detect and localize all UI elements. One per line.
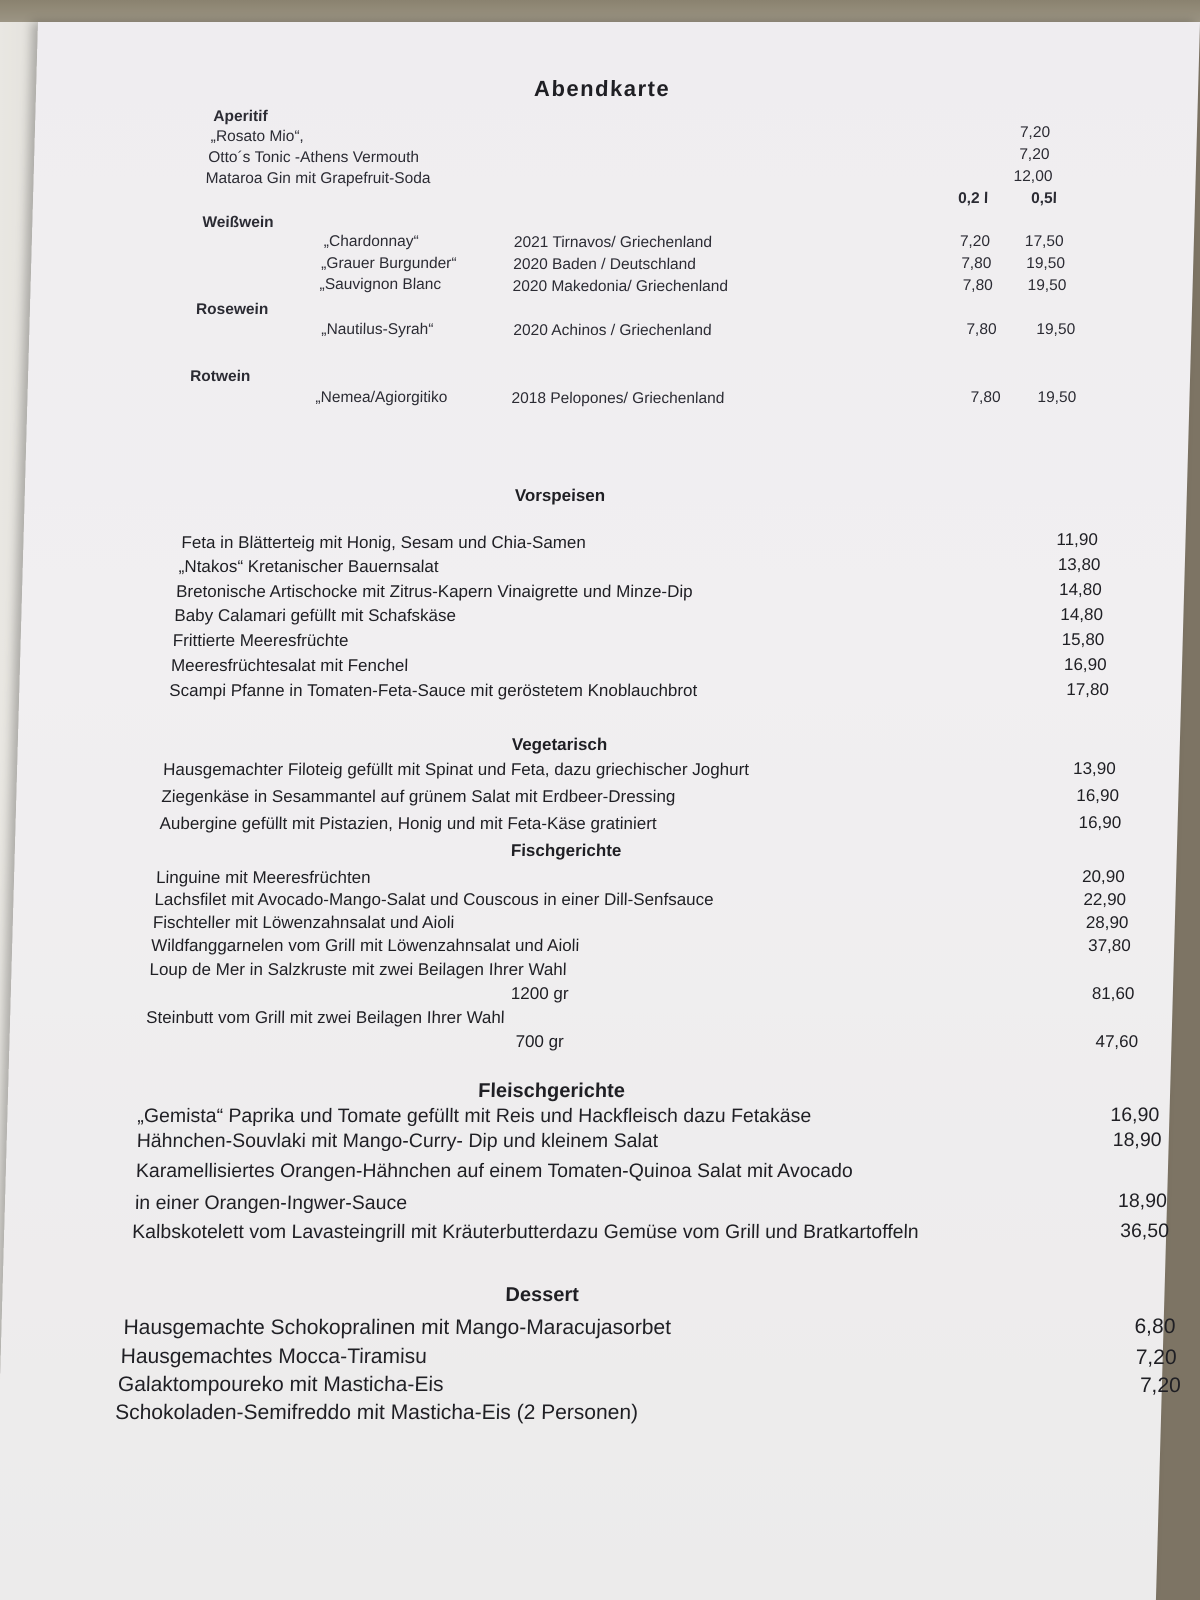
menu-item-name: Hausgemachtes Mocca-Tiramisu [120,1345,428,1368]
menu-item-name: Scampi Pfanne in Tomaten-Feta-Sauce mit geröstetem Knoblauchbrot [169,681,698,700]
section-heading-rotwein: Rotwein [189,368,251,385]
menu-item-name: Bretonische Artischocke mit Zitrus-Kapern Vinaigrette und Minze-Dip [175,582,693,601]
menu-item-name: Loup de Mer in Salzkruste mit zwei Beilagen Ihrer Wahl [149,960,567,979]
menu-item-price: 17,80 [1066,680,1110,699]
column-header-large: 0,5l [1030,190,1058,207]
menu-item-price: 18,90 [1117,1190,1168,1212]
price-small: 7,80 [966,321,997,338]
section-heading-aperitif: Aperitif [213,108,268,125]
wine-origin: 2020 Achinos / Griechenland [513,322,712,339]
menu-item-name: Schokoladen-Semifreddo mit Masticha-Eis (2 Personen) [114,1401,639,1424]
menu-item-name: Steinbutt vom Grill mit zwei Beilagen Ihrer Wahl [145,1008,505,1027]
menu-item-name: Fischteller mit Löwenzahnsalat und Aioli [152,913,455,932]
menu-item-weight: 700 gr [515,1032,564,1051]
menu-item-name: „Gemista“ Paprika und Tomate gefüllt mit Reis und Hackfleisch dazu Fetakäse [137,1105,812,1127]
price-large: 19,50 [1036,321,1076,338]
wine-origin: 2020 Baden / Deutschland [512,256,697,273]
price-small: 7,80 [961,255,992,272]
price-large: 19,50 [1027,277,1067,294]
menu-item-price: 16,90 [1063,655,1107,674]
section-heading-weisswein: Weißwein [202,214,274,231]
menu-item-name: Meeresfrüchtesalat mit Fenchel [170,656,409,675]
column-header-small: 0,2 l [957,190,989,207]
price-large: 17,50 [1024,233,1064,250]
menu-item-price: 12,00 [1013,168,1053,185]
menu-item-price: 28,90 [1085,913,1129,932]
menu-item-name-line2: in einer Orangen-Ingwer-Sauce [134,1192,408,1214]
menu-item-name: „Ntakos“ Kretanischer Bauernsalat [178,557,439,576]
menu-item-name: Ziegenkäse in Sesammantel auf grünem Salat mit Erdbeer-Dressing [161,787,676,806]
menu-page [0,22,1200,1600]
menu-item-name: Otto´s Tonic -Athens Vermouth [207,149,420,166]
menu-item-price: 22,90 [1083,890,1127,909]
menu-item-price: 11,90 [1056,530,1099,549]
menu-item-price: 6,80 [1134,1315,1176,1338]
menu-item-name: Wildfanggarnelen vom Grill mit Löwenzahnsalat und Aioli [150,936,580,955]
section-heading-fleischgerichte: Fleischgerichte [477,1080,626,1102]
menu-item-name: Mataroa Gin mit Grapefruit-Soda [205,170,431,187]
wine-name: „Nemea/Agiorgitiko [315,389,448,406]
price-large: 19,50 [1026,255,1066,272]
menu-item-price: 81,60 [1091,984,1135,1003]
menu-item-price: 16,90 [1110,1104,1160,1126]
menu-item-name: Kalbskotelett vom Lavasteingrill mit Kräuterbutterdazu Gemüse vom Grill und Bratkartoffeln [131,1221,920,1243]
menu-item-weight: 1200 gr [510,984,569,1003]
menu-item-price: 47,60 [1095,1032,1139,1051]
menu-item-name: Hausgemachter Filoteig gefüllt mit Spinat und Feta, dazu griechischer Joghurt [162,760,750,779]
menu-item-name: Hähnchen-Souvlaki mit Mango-Curry- Dip und kleinem Salat [136,1130,659,1152]
price-small: 7,20 [959,233,991,250]
menu-item-name: Galaktompoureko mit Masticha-Eis [117,1373,444,1396]
menu-item-price: 14,80 [1058,580,1102,599]
menu-item-price: 14,80 [1060,605,1104,624]
menu-item-price: 7,20 [1019,124,1051,141]
menu-item-price: 18,90 [1112,1129,1162,1151]
price-small: 7,80 [970,389,1001,406]
price-large: 19,50 [1037,389,1077,406]
wine-name: „Sauvignon Blanc [319,276,442,293]
menu-item-price: 13,90 [1072,759,1116,778]
menu-item-price: 13,80 [1057,555,1101,574]
menu-item-price: 16,90 [1076,786,1120,805]
menu-item-name: Feta in Blätterteig mit Honig, Sesam und Chia-Samen [181,533,587,552]
section-heading-fischgerichte: Fischgerichte [510,841,622,860]
menu-item-price: 7,20 [1135,1346,1177,1369]
menu-item-name: Linguine mit Meeresfrüchten [155,868,371,887]
section-heading-vorspeisen: Vorspeisen [514,486,606,505]
menu-item-price: 16,90 [1078,813,1122,832]
section-heading-vegetarisch: Vegetarisch [511,735,608,754]
menu-item-price: 7,20 [1019,146,1050,163]
price-small: 7,80 [962,277,994,294]
table-background [0,0,1200,22]
menu-item-name: Hausgemachte Schokopralinen mit Mango-Maracujasorbet [123,1316,672,1339]
menu-item-price: 20,90 [1081,867,1125,886]
menu-item-name: Frittierte Meeresfrüchte [172,631,349,650]
wine-name: „Chardonnay“ [323,233,419,250]
wine-origin: 2018 Pelopones/ Griechenland [511,390,725,407]
menu-item-name: Baby Calamari gefüllt mit Schafskäse [174,606,457,625]
menu-title: Abendkarte [533,76,671,101]
menu-item-name: „Rosato Mio“, [210,128,305,145]
section-heading-dessert: Dessert [505,1284,580,1306]
wine-name: „Nautilus-Syrah“ [321,321,434,338]
menu-item-price: 37,80 [1087,936,1132,955]
menu-item-name: Lachsfilet mit Avocado-Mango-Salat und Couscous in einer Dill-Senfsauce [154,890,714,909]
section-heading-rosewein: Rosewein [195,301,269,318]
menu-item-name: Aubergine gefüllt mit Pistazien, Honig und mit Feta-Käse gratiniert [159,814,657,833]
wine-name: „Grauer Burgunder“ [321,255,457,272]
menu-item-price: 7,20 [1139,1374,1182,1397]
menu-item-price: 36,50 [1119,1220,1170,1242]
wine-origin: 2020 Makedonia/ Griechenland [512,278,729,295]
wine-origin: 2021 Tirnavos/ Griechenland [513,234,713,251]
menu-item-price: 15,80 [1061,630,1105,649]
menu-item-name: Karamellisiertes Orangen-Hähnchen auf einem Tomaten-Quinoa Salat mit Avocado [135,1160,854,1182]
